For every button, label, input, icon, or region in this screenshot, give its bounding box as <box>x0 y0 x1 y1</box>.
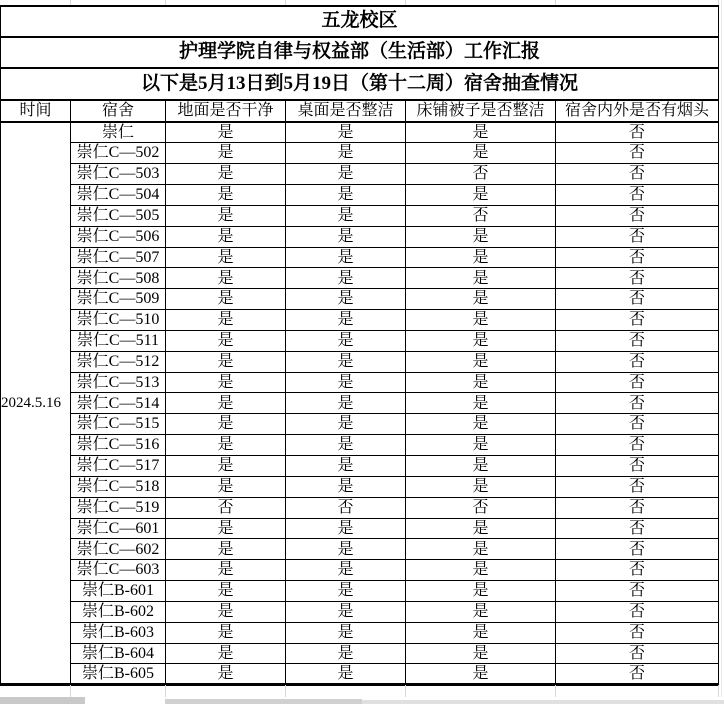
table-row <box>1 226 719 247</box>
table-row <box>1 247 719 268</box>
check-cell[interactable]: 是 <box>166 622 286 643</box>
header-cell-floor[interactable]: 地面是否干净 <box>166 100 286 122</box>
check-cell[interactable]: 否 <box>406 205 556 226</box>
dorm-cell[interactable]: 崇仁C—513 <box>71 372 166 393</box>
period-title-cell[interactable]: 以下是5月13日到5月19日（第十二周）宿舍抽查情况 <box>1 68 719 100</box>
check-cell[interactable]: 否 <box>556 435 719 456</box>
check-cell[interactable]: 是 <box>166 664 286 685</box>
check-cell[interactable]: 是 <box>166 581 286 602</box>
check-cell[interactable]: 是 <box>286 122 406 143</box>
check-cell[interactable]: 是 <box>166 539 286 560</box>
check-cell[interactable]: 否 <box>556 560 719 581</box>
check-cell[interactable]: 是 <box>166 205 286 226</box>
table-header-row <box>1 100 719 122</box>
check-cell[interactable]: 是 <box>286 560 406 581</box>
table-row <box>1 143 719 164</box>
dorm-cell[interactable]: 崇仁C—502 <box>71 143 166 164</box>
dorm-cell[interactable]: 崇仁B-602 <box>71 601 166 622</box>
check-cell[interactable]: 是 <box>166 330 286 351</box>
check-cell[interactable]: 是 <box>166 247 286 268</box>
dorm-cell[interactable]: 崇仁C—508 <box>71 268 166 289</box>
check-cell[interactable]: 否 <box>556 497 719 518</box>
bottom-strip-right <box>362 700 724 704</box>
dorm-cell[interactable]: 崇仁C—518 <box>71 476 166 497</box>
dorm-cell[interactable]: 崇仁B-603 <box>71 622 166 643</box>
check-cell[interactable]: 是 <box>286 539 406 560</box>
check-cell[interactable]: 是 <box>286 268 406 289</box>
check-cell[interactable]: 否 <box>556 143 719 164</box>
table-row <box>1 122 719 143</box>
check-cell[interactable]: 是 <box>166 185 286 206</box>
dorm-cell[interactable]: 崇仁C—515 <box>71 414 166 435</box>
check-cell[interactable]: 是 <box>406 268 556 289</box>
check-cell[interactable]: 是 <box>406 185 556 206</box>
check-cell[interactable]: 是 <box>406 414 556 435</box>
table-row <box>1 393 719 414</box>
check-cell[interactable]: 否 <box>406 164 556 185</box>
check-cell[interactable]: 是 <box>166 393 286 414</box>
check-cell[interactable]: 是 <box>406 310 556 331</box>
check-cell[interactable]: 是 <box>166 435 286 456</box>
check-cell[interactable]: 是 <box>286 164 406 185</box>
check-cell[interactable]: 是 <box>286 143 406 164</box>
check-cell[interactable]: 否 <box>556 268 719 289</box>
table-row <box>1 330 719 351</box>
dorm-cell[interactable]: 崇仁C—504 <box>71 185 166 206</box>
bottom-gridline <box>405 685 406 697</box>
check-cell[interactable]: 是 <box>406 372 556 393</box>
check-cell[interactable]: 是 <box>406 435 556 456</box>
check-cell[interactable]: 否 <box>556 476 719 497</box>
table-row <box>1 622 719 643</box>
check-cell[interactable]: 是 <box>286 581 406 602</box>
check-cell[interactable]: 是 <box>406 643 556 664</box>
check-cell[interactable]: 是 <box>286 205 406 226</box>
dorm-cell[interactable]: 崇仁C—519 <box>71 497 166 518</box>
dorm-cell[interactable]: 崇仁C—517 <box>71 456 166 477</box>
check-cell[interactable]: 否 <box>556 351 719 372</box>
check-cell[interactable]: 是 <box>166 601 286 622</box>
table-row <box>1 351 719 372</box>
dorm-cell[interactable]: 崇仁B-601 <box>71 581 166 602</box>
header-cell-time[interactable]: 时间 <box>1 100 71 122</box>
table-row <box>1 456 719 477</box>
check-cell[interactable]: 是 <box>406 664 556 685</box>
check-cell[interactable]: 是 <box>166 226 286 247</box>
check-cell[interactable]: 是 <box>406 330 556 351</box>
check-cell[interactable]: 是 <box>286 393 406 414</box>
check-cell[interactable]: 是 <box>166 476 286 497</box>
table-row <box>1 601 719 622</box>
check-cell[interactable]: 是 <box>166 560 286 581</box>
table-row <box>1 664 719 685</box>
dorm-cell[interactable]: 崇仁C—511 <box>71 330 166 351</box>
dorm-cell[interactable]: 崇仁C—516 <box>71 435 166 456</box>
check-cell[interactable]: 是 <box>406 560 556 581</box>
header-cell-bed[interactable]: 床铺被子是否整洁 <box>406 100 556 122</box>
check-cell[interactable]: 是 <box>406 122 556 143</box>
check-cell[interactable]: 是 <box>286 247 406 268</box>
check-cell[interactable]: 是 <box>406 289 556 310</box>
table-row <box>1 185 719 206</box>
check-cell[interactable]: 是 <box>406 476 556 497</box>
check-cell[interactable]: 否 <box>556 622 719 643</box>
check-cell[interactable]: 否 <box>556 643 719 664</box>
right-edge-gridline <box>721 0 722 697</box>
check-cell[interactable]: 否 <box>286 497 406 518</box>
inspection-report-table <box>0 5 719 686</box>
check-cell[interactable]: 是 <box>286 518 406 539</box>
title-row-campus <box>1 6 719 37</box>
table-row <box>1 539 719 560</box>
check-cell[interactable]: 是 <box>166 143 286 164</box>
bottom-gridline <box>165 685 166 697</box>
check-cell[interactable]: 否 <box>556 456 719 477</box>
check-cell[interactable]: 是 <box>166 122 286 143</box>
dorm-cell[interactable]: 崇仁C—602 <box>71 539 166 560</box>
check-cell[interactable]: 是 <box>286 351 406 372</box>
header-cell-dorm[interactable]: 宿舍 <box>71 100 166 122</box>
table-row <box>1 435 719 456</box>
table-row <box>1 643 719 664</box>
check-cell[interactable]: 否 <box>556 185 719 206</box>
dorm-cell[interactable]: 崇仁 <box>71 122 166 143</box>
table-row <box>1 560 719 581</box>
bottom-gridline <box>555 685 556 697</box>
dorm-cell[interactable]: 崇仁C—512 <box>71 351 166 372</box>
check-cell[interactable]: 是 <box>406 518 556 539</box>
dorm-cell[interactable]: 崇仁C—603 <box>71 560 166 581</box>
check-cell[interactable]: 否 <box>556 122 719 143</box>
check-cell[interactable]: 是 <box>406 622 556 643</box>
check-cell[interactable]: 否 <box>556 518 719 539</box>
title-row-report <box>1 37 719 68</box>
check-cell[interactable]: 否 <box>556 372 719 393</box>
dorm-cell[interactable]: 崇仁B-604 <box>71 643 166 664</box>
dorm-cell[interactable]: 崇仁B-605 <box>71 664 166 685</box>
check-cell[interactable]: 否 <box>556 664 719 685</box>
bottom-strip-middle <box>165 699 362 704</box>
check-cell[interactable]: 否 <box>556 393 719 414</box>
check-cell[interactable]: 否 <box>556 414 719 435</box>
header-cell-desk[interactable]: 桌面是否整洁 <box>286 100 406 122</box>
table-row <box>1 289 719 310</box>
time-cell[interactable]: 2024.5.16 <box>1 122 71 685</box>
report-table-body <box>1 6 719 685</box>
check-cell[interactable]: 否 <box>556 310 719 331</box>
check-cell[interactable]: 是 <box>406 393 556 414</box>
check-cell[interactable]: 是 <box>286 643 406 664</box>
table-row <box>1 372 719 393</box>
check-cell[interactable]: 是 <box>286 601 406 622</box>
dorm-cell[interactable]: 崇仁C—510 <box>71 310 166 331</box>
title-row-period <box>1 68 719 100</box>
check-cell[interactable]: 是 <box>286 456 406 477</box>
check-cell[interactable]: 是 <box>286 289 406 310</box>
check-cell[interactable]: 是 <box>286 330 406 351</box>
check-cell[interactable]: 否 <box>556 601 719 622</box>
table-row <box>1 164 719 185</box>
check-cell[interactable]: 否 <box>556 581 719 602</box>
check-cell[interactable]: 是 <box>406 143 556 164</box>
check-cell[interactable]: 是 <box>166 643 286 664</box>
bottom-strip-left <box>0 697 85 704</box>
check-cell[interactable]: 是 <box>166 414 286 435</box>
check-cell[interactable]: 是 <box>166 310 286 331</box>
header-cell-cigarette[interactable]: 宿舍内外是否有烟头 <box>556 100 719 122</box>
table-row <box>1 310 719 331</box>
check-cell[interactable]: 是 <box>406 581 556 602</box>
check-cell[interactable]: 是 <box>166 268 286 289</box>
dorm-cell[interactable]: 崇仁C—505 <box>71 205 166 226</box>
check-cell[interactable]: 是 <box>406 539 556 560</box>
table-row <box>1 414 719 435</box>
check-cell[interactable]: 是 <box>406 247 556 268</box>
bottom-gridline <box>70 685 71 697</box>
check-cell[interactable]: 否 <box>556 164 719 185</box>
check-cell[interactable]: 是 <box>406 456 556 477</box>
bottom-gridline <box>718 685 719 697</box>
dorm-cell[interactable]: 崇仁C—507 <box>71 247 166 268</box>
check-cell[interactable]: 是 <box>286 622 406 643</box>
table-row <box>1 518 719 539</box>
check-cell[interactable]: 是 <box>286 372 406 393</box>
dorm-cell[interactable]: 崇仁C—506 <box>71 226 166 247</box>
check-cell[interactable]: 是 <box>166 164 286 185</box>
check-cell[interactable]: 是 <box>166 289 286 310</box>
dorm-cell[interactable]: 崇仁C—514 <box>71 393 166 414</box>
table-row <box>1 581 719 602</box>
bottom-gridline <box>285 685 286 697</box>
check-cell[interactable]: 是 <box>286 664 406 685</box>
check-cell[interactable]: 是 <box>286 226 406 247</box>
check-cell[interactable]: 是 <box>286 435 406 456</box>
report-title-cell[interactable]: 护理学院自律与权益部（生活部）工作汇报 <box>1 37 719 68</box>
check-cell[interactable]: 否 <box>556 205 719 226</box>
campus-title-cell[interactable]: 五龙校区 <box>1 6 719 37</box>
check-cell[interactable]: 是 <box>166 372 286 393</box>
table-row <box>1 205 719 226</box>
check-cell[interactable]: 是 <box>286 185 406 206</box>
table-row <box>1 476 719 497</box>
dorm-cell[interactable]: 崇仁C—503 <box>71 164 166 185</box>
table-row <box>1 268 719 289</box>
check-cell[interactable]: 是 <box>286 310 406 331</box>
check-cell[interactable]: 是 <box>406 601 556 622</box>
check-cell[interactable]: 是 <box>166 518 286 539</box>
check-cell[interactable]: 是 <box>286 476 406 497</box>
check-cell[interactable]: 否 <box>556 539 719 560</box>
dorm-cell[interactable]: 崇仁C—509 <box>71 289 166 310</box>
check-cell[interactable]: 是 <box>166 351 286 372</box>
table-row <box>1 497 719 518</box>
check-cell[interactable]: 是 <box>286 414 406 435</box>
check-cell[interactable]: 否 <box>556 247 719 268</box>
check-cell[interactable]: 是 <box>166 456 286 477</box>
check-cell[interactable]: 是 <box>406 351 556 372</box>
check-cell[interactable]: 否 <box>406 497 556 518</box>
dorm-cell[interactable]: 崇仁C—601 <box>71 518 166 539</box>
check-cell[interactable]: 是 <box>406 226 556 247</box>
check-cell[interactable]: 否 <box>556 289 719 310</box>
check-cell[interactable]: 否 <box>166 497 286 518</box>
check-cell[interactable]: 否 <box>556 330 719 351</box>
check-cell[interactable]: 否 <box>556 226 719 247</box>
